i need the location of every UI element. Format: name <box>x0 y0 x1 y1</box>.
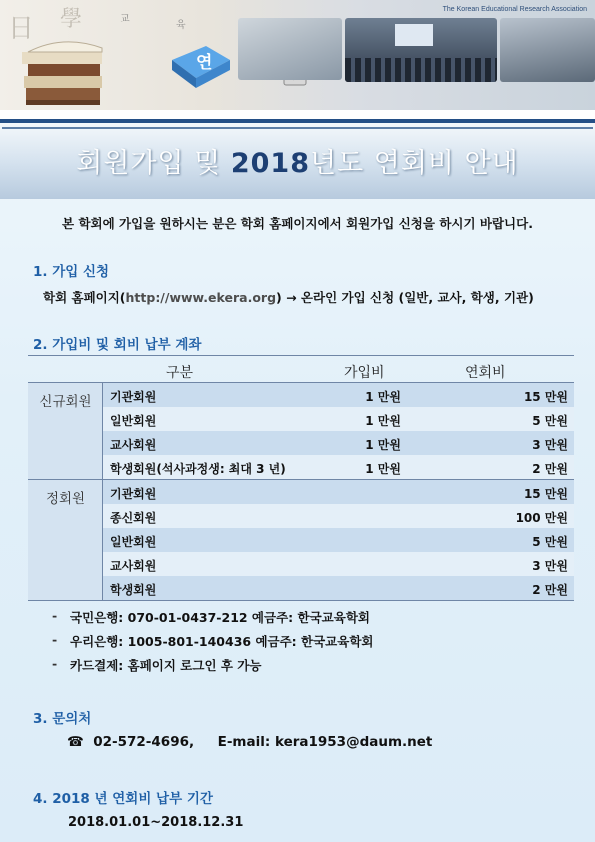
member-type: 기관회원 <box>110 390 157 404</box>
group-regular-members <box>28 480 103 600</box>
table-row <box>103 407 574 431</box>
annual-fee: 3 만원 <box>532 438 568 452</box>
header-category: 구분 <box>166 365 194 381</box>
phone-icon: ☎ <box>67 734 84 750</box>
deco-char: 日 <box>8 14 35 44</box>
table-row <box>103 431 574 455</box>
conference-photo <box>345 18 497 82</box>
table-row <box>103 504 574 528</box>
join-fee: 1 만원 <box>365 390 401 404</box>
annual-fee: 15 만원 <box>523 487 568 501</box>
join-fee: 1 만원 <box>365 462 401 476</box>
table-row <box>103 552 574 576</box>
deco-char-2: 육 <box>176 20 186 31</box>
annual-fee: 3 만원 <box>532 559 568 573</box>
books-image <box>18 28 108 106</box>
annual-fee: 2 만원 <box>532 583 568 597</box>
member-type: 일반회원 <box>110 414 157 428</box>
header-annual-fee: 연회비 <box>465 365 506 381</box>
deco-char: 學 <box>60 7 83 32</box>
header-banner <box>0 0 595 110</box>
signup-suffix: ) → 온라인 가입 신청 (일반, 교사, 학생, 기관) <box>276 290 534 305</box>
member-type: 교사회원 <box>110 438 157 452</box>
meeting-photo <box>500 18 595 82</box>
study-photo <box>238 18 342 80</box>
member-type: 종신회원 <box>110 511 157 525</box>
annual-fee: 100 만원 <box>515 511 568 525</box>
header-join-fee: 가입비 <box>344 365 385 381</box>
annual-fee: 2 만원 <box>532 462 568 476</box>
table-row <box>103 455 574 479</box>
table-row <box>103 528 574 552</box>
group-new-members <box>28 383 103 479</box>
section2-heading: 2. 가입비 및 회비 납부 계좌 <box>33 337 202 353</box>
table-row <box>103 576 574 600</box>
group-label: 신규회원 <box>39 394 92 410</box>
table-bottom-border <box>28 600 574 601</box>
deco-char-1: 교 <box>120 14 130 25</box>
member-type: 학생회원 <box>110 583 157 597</box>
email-address[interactable]: E-mail: kera1953@daum.net <box>217 734 433 750</box>
title-year: 2018 <box>230 148 310 179</box>
title-part1: 회원가입 및 <box>76 148 231 179</box>
account-woori: 우리은행: 1005-801-140436 예금주: 한국교육학회 <box>70 634 374 649</box>
join-fee: 1 만원 <box>365 438 401 452</box>
annual-fee: 5 만원 <box>532 535 568 549</box>
group-label: 정회원 <box>45 491 86 507</box>
phone-number: 02-572-4696, <box>93 734 195 750</box>
annual-fee: 15 만원 <box>523 390 568 404</box>
intro-text: 본 학회에 가입을 원하시는 분은 학회 홈페이지에서 회원가입 신청을 하시기 바랍니다. <box>62 216 533 231</box>
contact-line <box>67 734 432 750</box>
member-type: 일반회원 <box>110 535 157 549</box>
section3-heading: 3. 문의처 <box>33 711 92 727</box>
signup-line <box>43 288 534 306</box>
table-header <box>28 355 574 383</box>
section1-heading: 1. 가입 신청 <box>33 264 110 280</box>
homepage-link[interactable]: http://www.ekera.org <box>125 290 277 305</box>
section4-heading: 4. 2018 년 연회비 납부 기간 <box>33 791 213 807</box>
card-payment: 카드결제: 홈페이지 로그인 후 가능 <box>70 658 262 673</box>
annual-fee: 5 만원 <box>532 414 568 428</box>
member-type: 학생회원(석사과정생: 최대 3 년) <box>110 462 286 476</box>
key-char: 연 <box>196 53 213 73</box>
page-title <box>0 141 595 180</box>
title-part2: 년도 연회비 안내 <box>309 148 519 179</box>
join-fee: 1 만원 <box>365 414 401 428</box>
payment-period: 2018.01.01~2018.12.31 <box>68 815 244 830</box>
account-kookmin: 국민은행: 070-01-0437-212 예금주: 한국교육학회 <box>70 610 370 625</box>
member-type: 교사회원 <box>110 559 157 573</box>
organization-name: The Korean Educational Research Association <box>442 6 587 13</box>
member-type: 기관회원 <box>110 487 157 501</box>
signup-prefix: 학회 홈페이지( <box>43 290 126 305</box>
table-row <box>103 480 574 504</box>
table-row <box>103 383 574 407</box>
